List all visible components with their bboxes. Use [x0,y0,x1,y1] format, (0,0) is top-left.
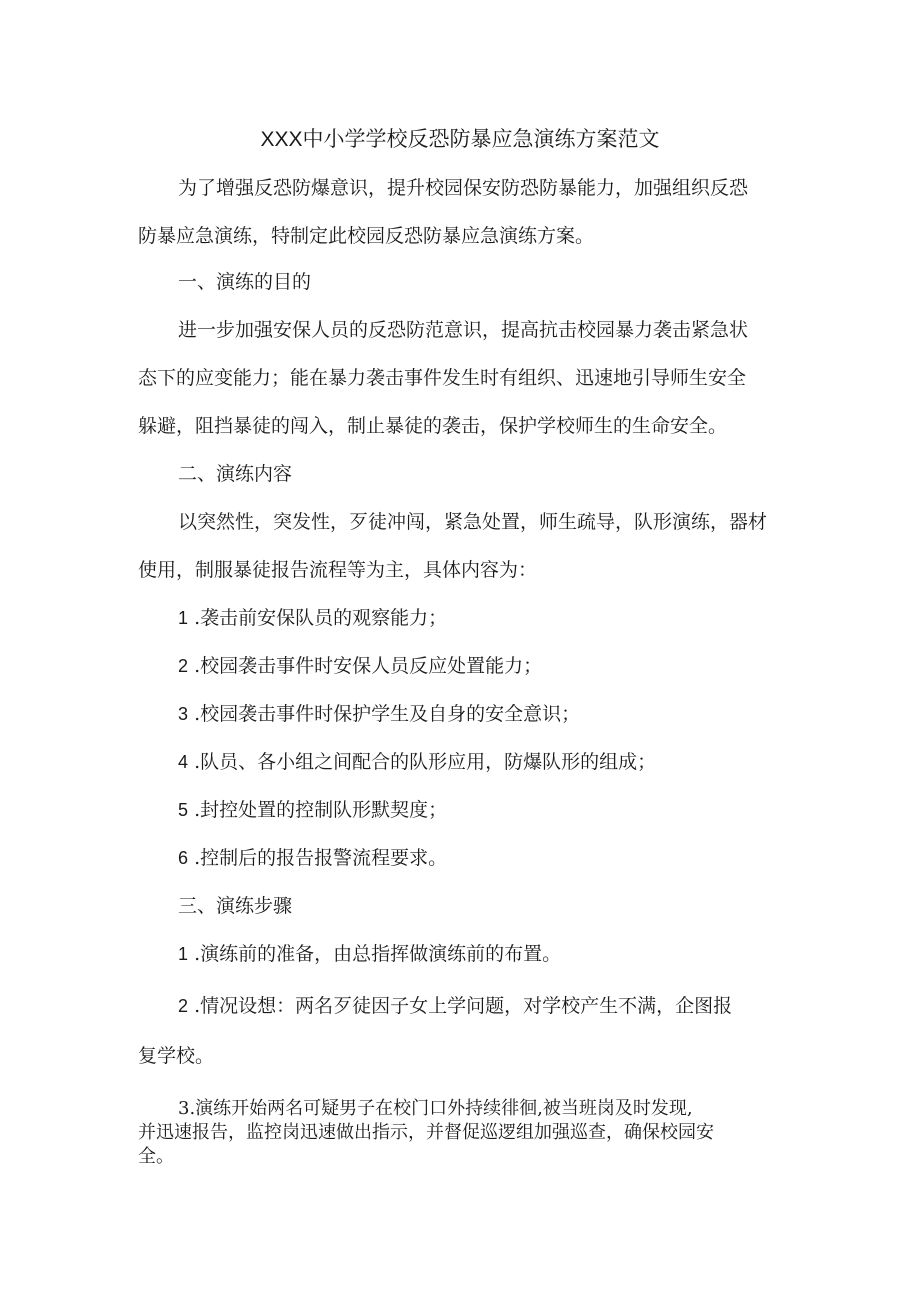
list-item [178,846,447,870]
section-1-heading: 一、演练的目的 [178,271,312,293]
step-2-line-2: 复学校。 [138,1045,215,1067]
step-2-line-1 [178,994,732,1018]
list-item [178,798,447,822]
section-1-line-1: 进一步加强安保人员的反恐防范意识，提高抗击校园暴力袭击紧急状 [178,319,749,341]
title-text: 中小学学校反恐防暴应急演练方案范文 [302,127,660,151]
section-3-heading: 三、演练步骤 [178,895,293,917]
document-title [0,126,920,153]
step-text: .演练前的准备，由总指挥做演练前的布置。 [194,943,562,965]
section-1-line-2: 态下的应变能力；能在暴力袭击事件发生时有组织、迅速地引导师生安全 [138,367,747,389]
step-1 [178,942,561,966]
list-item [178,606,447,630]
step-number: 1 [178,944,189,964]
intro-line-1: 为了增强反恐防爆意识，提升校园保安防恐防暴能力，加强组织反恐 [178,177,749,199]
step-number: 2 [178,996,189,1016]
list-item-text: .控制后的报告报警流程要求。 [194,847,448,869]
list-item-number: 4 [178,752,189,772]
step-3-line-3: 全。 [138,1146,174,1167]
section-2-heading: 二、演练内容 [178,463,293,485]
section-1-line-3: 躲避，阻挡暴徒的闯入，制止暴徒的袭击，保护学校师生的生命安全。 [138,415,728,437]
list-item-text: .队员、各小组之间配合的队形应用，防爆队形的组成； [194,751,657,773]
intro-line-2: 防暴应急演练，特制定此校园反恐防暴应急演练方案。 [138,225,595,247]
title-prefix: XXX [260,128,303,151]
list-item-number: 6 [178,848,189,868]
step-3-line-1: 3.演练开始两名可疑男子在校门口外持续徘徊,被当班岗及时发现, [178,1098,693,1119]
section-2-line-2: 使用，制服暴徒报告流程等为主，具体内容为： [138,559,538,581]
list-item-number: 2 [178,656,189,676]
list-item [178,654,542,678]
list-item-text: .封控处置的控制队形默契度； [194,799,448,821]
list-item [178,750,656,774]
list-item-number: 5 [178,800,189,820]
list-item-number: 3 [178,704,189,724]
step-3-line-2: 并迅速报告，监控岗迅速做出指示，并督促巡逻组加强巡查，确保校园安 [138,1122,714,1143]
list-item-text: .校园袭击事件时安保人员反应处置能力； [194,655,543,677]
section-2-line-1: 以突然性，突发性，歹徒冲闯，紧急处置，师生疏导，队形演练，器材 [178,511,768,533]
list-item-text: .袭击前安保队员的观察能力； [194,607,448,629]
step-text: .情况设想：两名歹徒因子女上学问题，对学校产生不满，企图报 [194,995,733,1017]
list-item [178,702,580,726]
list-item-number: 1 [178,608,189,628]
list-item-text: .校园袭击事件时保护学生及自身的安全意识； [194,703,581,725]
